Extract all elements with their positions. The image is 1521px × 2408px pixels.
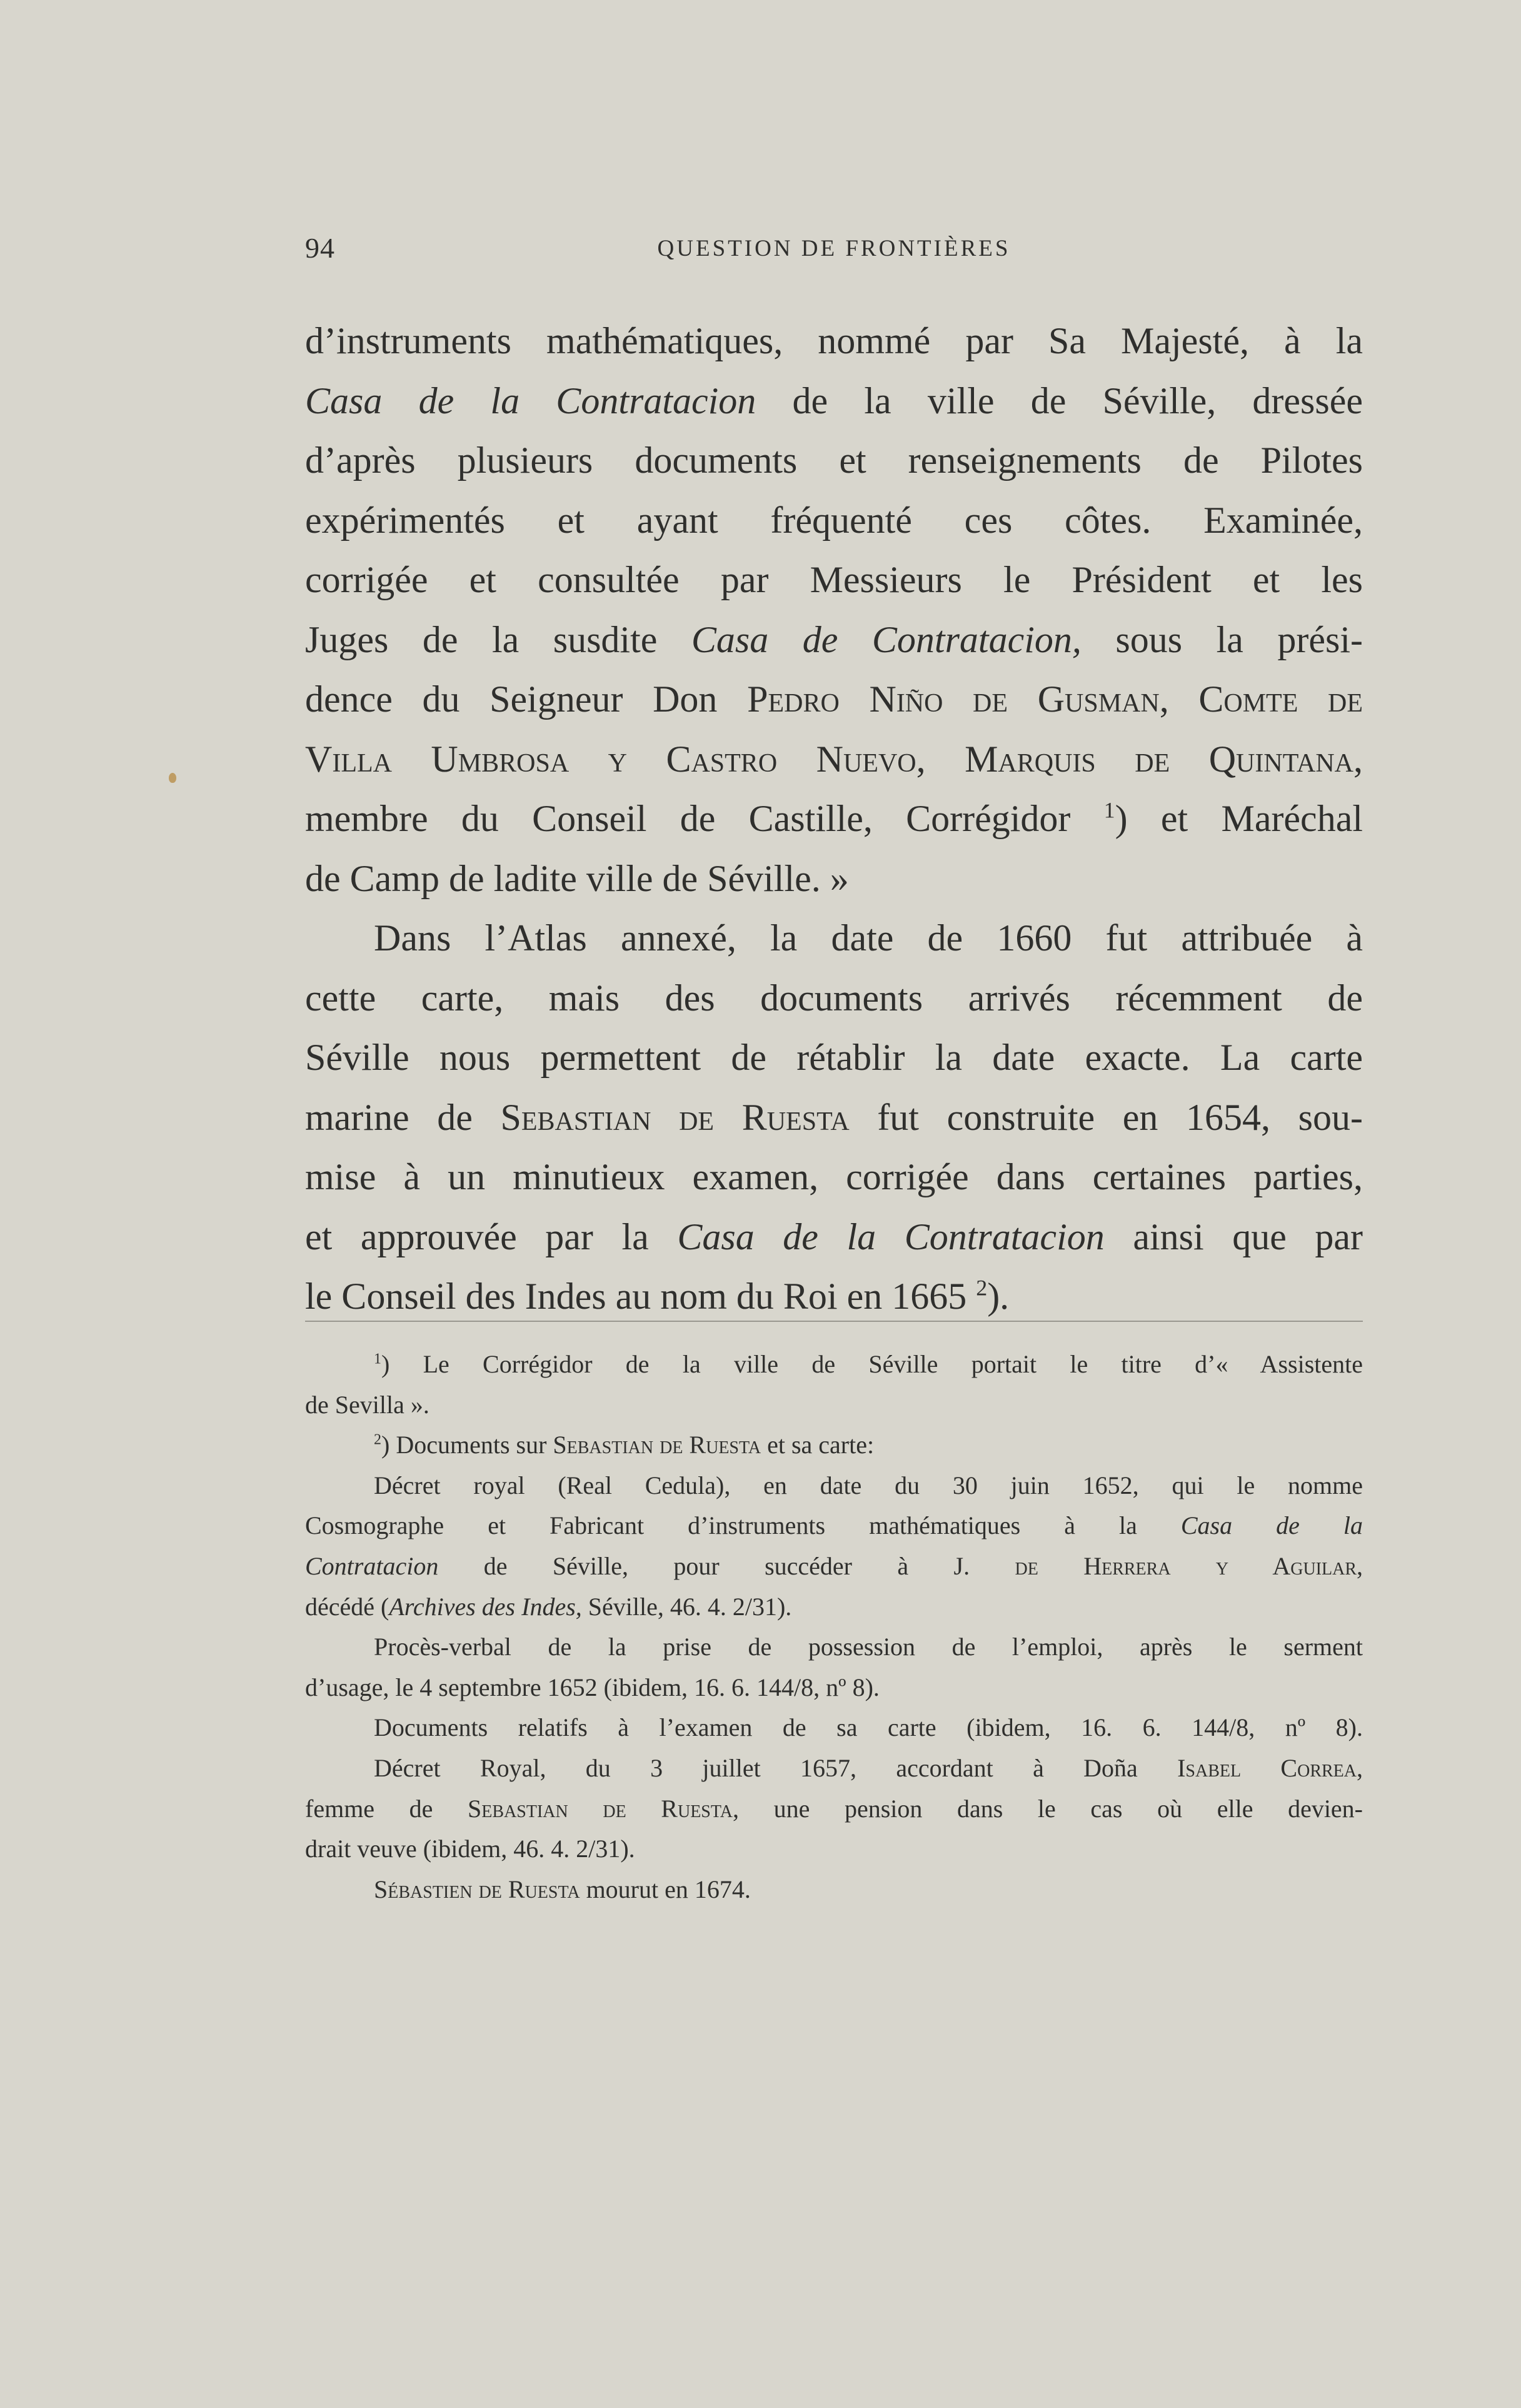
small-caps-name: Villa Umbrosa y Castro Nuevo, Marquis de Quintana, [305,738,1363,780]
footnote-line: Documents relatifs à l’examen de sa carte (ibidem, 16. 6. 144/8, nº 8). [374,1713,1363,1742]
footnote-number: 1 [374,1351,381,1368]
footnote-separator [305,1321,1363,1322]
text-line: expérimentés et ayant fréquenté ces côtes. Examinée, [305,499,1363,541]
text-line: d’après plusieurs documents et renseignements de Pilotes [305,440,1363,481]
footnote-line: de Sevilla ». [305,1390,429,1419]
text-line: Séville nous permettent de rétablir la date exacte. La carte [305,1037,1363,1078]
small-caps-name: de Herrera y Aguilar, [1015,1551,1363,1580]
paper-stain [169,773,176,783]
text-line: de Camp de ladite ville de Séville. » [305,857,849,899]
footnote-line: $^2$) Documents sur Sebastian de Ruesta et sa carte: [374,1431,875,1459]
text-line: d’instruments mathématiques, nommé par Sa Majesté, à la [305,320,1363,361]
small-caps-name: Sebastian de Ruesta, [468,1794,739,1823]
footnote-line: Décret royal (Real Cedula), en date du 30 juin 1652, qui le nomme [374,1471,1363,1499]
small-caps-name: Isabel Correa, [1177,1753,1363,1782]
footnote-line: Procès-verbal de la prise de possession de l’emploi, après le serment [374,1633,1363,1661]
footnote-number: 2 [374,1431,381,1448]
footnote-line: décédé (Archives des Indes, Séville, 46. 4. 2/31). [305,1592,792,1621]
small-caps-name: Sebastian de Ruesta [553,1431,761,1459]
small-caps-name: Pedro Niño de Gusman, Comte de [747,678,1363,720]
italic-title: Casa de la Contratacion [677,1216,1105,1257]
footnote-line: d’usage, le 4 septembre 1652 (ibidem, 16. 6. 144/8, nº 8). [305,1673,880,1701]
italic-title: Archives des Indes, [389,1592,582,1621]
small-caps-name: Sébastien de Ruesta [374,1875,580,1903]
text-line: Juges de la susdite Casa de Contratacion, sous la prési- [305,618,1363,660]
italic-title: Casa de la [1180,1511,1363,1540]
text-line: Casa de la Contratacion de la ville de Séville, dressée [305,380,1363,421]
footnote-marker: 2 [976,1275,988,1301]
text-line: marine de Sebastian de Ruesta fut construite en 1654, sou- [305,1096,1363,1138]
text-line: Dans l’Atlas annexé, la date de 1660 fut attribuée à [374,917,1363,959]
italic-title: Casa de la Contratacion [305,380,756,421]
main-text [305,311,1363,1327]
page-header [305,231,1363,275]
text-line: corrigée et consultée par Messieurs le Président et les [305,559,1363,600]
page-number: 94 [305,232,335,264]
text-line [305,730,1363,790]
text-line: mise à un minutieux examen, corrigée dans certaines parties, [305,1156,1363,1197]
text-line: dence du Seigneur Don Pedro Niño de Gusman, Comte de [305,678,1363,720]
footnote-line: femme de Sebastian de Ruesta, une pension dans le cas où elle devien- [305,1794,1363,1823]
text-line: membre du Conseil de Castille, Corrégidor $^1$) et Maréchal [305,797,1363,839]
small-caps-name: Sebastian de Ruesta [500,1096,850,1138]
footnote-line: Décret Royal, du 3 juillet 1657, accordant à Doña Isabel Correa, [374,1753,1363,1782]
footnote-line: Sébastien de Ruesta mourut en 1674. [374,1875,751,1903]
footnote-line: $^1$) Le Corrégidor de la ville de Séville portait le titre d’« Assistente [374,1350,1363,1378]
text-line: cette carte, mais des documents arrivés récemment de [305,977,1363,1019]
footnote-line: Cosmographe et Fabricant d’instruments mathématiques à la Casa de la [305,1511,1363,1540]
footnote-marker: 1 [1103,797,1115,823]
running-head: QUESTION DE FRONTIÈRES [657,236,1011,261]
text-line: et approuvée par la Casa de la Contratacion ainsi que par [305,1216,1363,1257]
italic-title: Casa de Contratacion, [691,618,1082,660]
footnotes [305,1344,1363,1910]
footnote-line: drait veuve (ibidem, 46. 4. 2/31). [305,1835,635,1863]
italic-title: Contratacion [305,1551,439,1580]
footnote-line: Contratacion de Séville, pour succéder à J. de Herrera y Aguilar, [305,1551,1363,1580]
text-line: le Conseil des Indes au nom du Roi en 1665 $^2$). [305,1275,1010,1317]
